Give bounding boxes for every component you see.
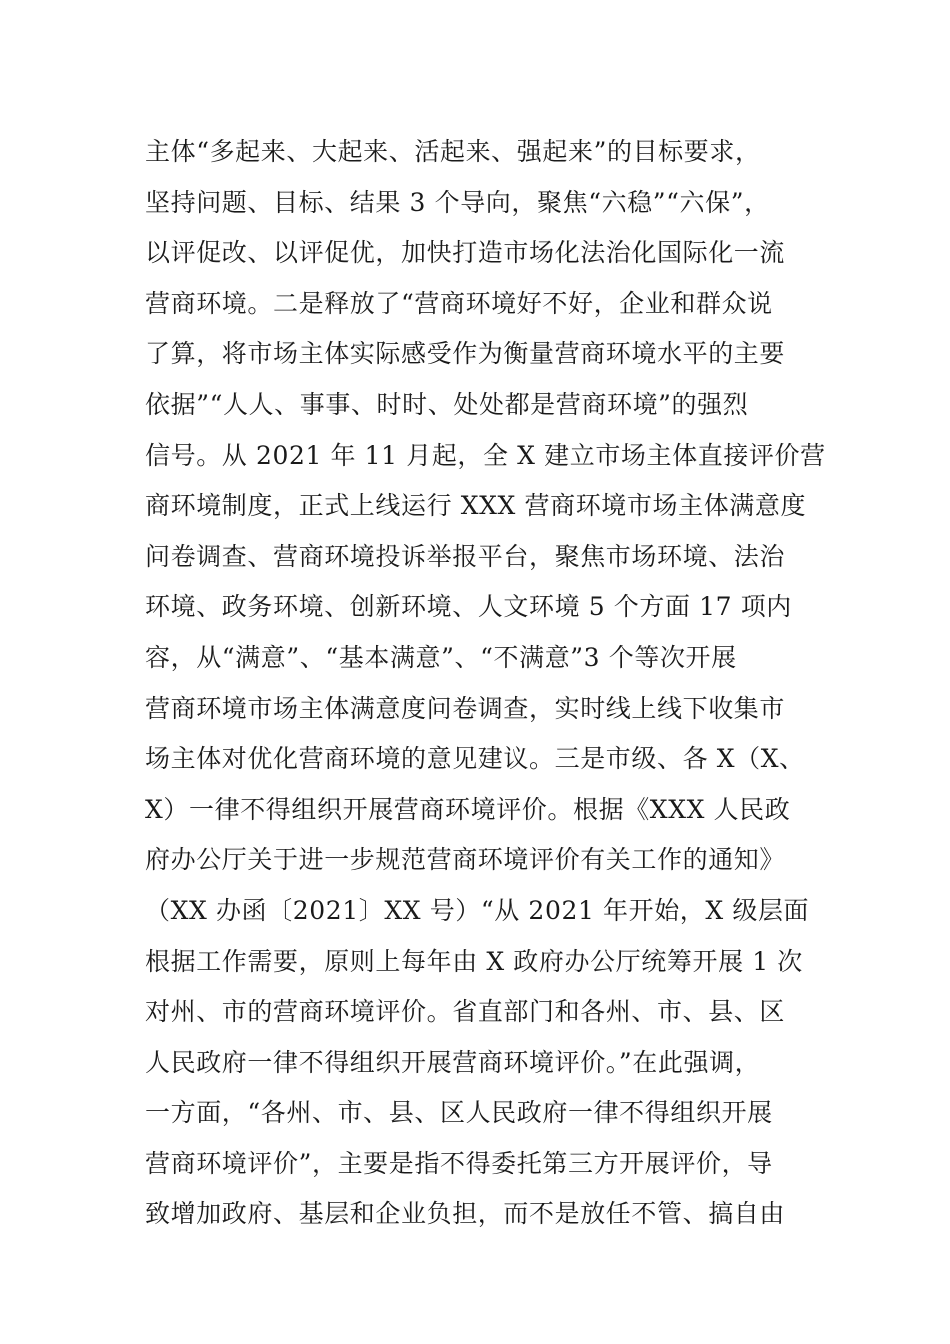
text-line-9: 问卷调查、营商环境投诉举报平台，聚焦市场环境、法治 xyxy=(145,541,786,571)
text-line-7: 信号。从 2021 年 11 月起，全 X 建立市场主体直接评价营 xyxy=(145,440,826,470)
text-line-10: 环境、政务环境、创新环境、人文环境 5 个方面 17 项内 xyxy=(145,592,792,622)
text-line-20: 一方面，“各州、市、县、区人民政府一律不得组织开展 xyxy=(145,1098,773,1128)
text-line-11: 容，从“满意”、“基本满意”、“不满意”3 个等次开展 xyxy=(145,642,737,672)
text-line-13: 场主体对优化营商环境的意见建议。三是市级、各 X（X、 xyxy=(145,744,805,774)
text-line-14: X）一律不得组织开展营商环境评价。根据《XXX 人民政 xyxy=(145,794,791,824)
text-line-18: 对州、市的营商环境评价。省直部门和各州、市、县、区 xyxy=(145,997,786,1027)
text-line-21: 营商环境评价”，主要是指不得委托第三方开展评价，导 xyxy=(145,1148,773,1178)
text-line-3: 以评促改、以评促优，加快打造市场化法治化国际化一流 xyxy=(145,238,786,268)
text-line-22: 致增加政府、基层和企业负担，而不是放任不管、搞自由 xyxy=(145,1199,786,1229)
text-line-8: 商环境制度，正式上线运行 XXX 营商环境市场主体满意度 xyxy=(145,491,807,521)
text-line-6: 依据”“人人、事事、时时、处处都是营商环境”的强烈 xyxy=(145,389,749,419)
text-line-15: 府办公厅关于进一步规范营商环境评价有关工作的通知》 xyxy=(145,845,786,875)
text-line-19: 人民政府一律不得组织开展营商环境评价。”在此强调， xyxy=(145,1047,761,1077)
text-line-5: 了算，将市场主体实际感受作为衡量营商环境水平的主要 xyxy=(145,339,786,369)
body-text xyxy=(145,127,825,1240)
text-line-12: 营商环境市场主体满意度问卷调查，实时线上线下收集市 xyxy=(145,693,786,723)
text-line-17: 根据工作需要，原则上每年由 X 政府办公厅统筹开展 1 次 xyxy=(145,946,803,976)
text-line-16: （XX 办函〔2021〕XX 号）“从 2021 年开始，X 级层面 xyxy=(145,895,810,925)
text-line-1: 主体“多起来、大起来、活起来、强起来”的目标要求， xyxy=(145,137,761,166)
text-line-2: 坚持问题、目标、结果 3 个导向，聚焦“六稳”“六保”， xyxy=(145,187,770,217)
text-line-4: 营商环境。二是释放了“营商环境好不好，企业和群众说 xyxy=(145,288,773,318)
